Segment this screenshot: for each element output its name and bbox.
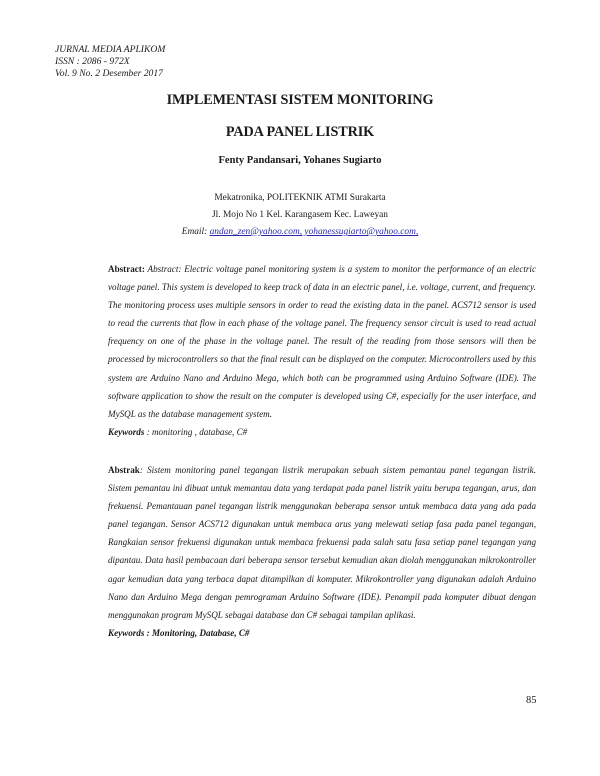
journal-name: JURNAL MEDIA APLIKOM <box>55 44 166 55</box>
paper-title-line-1: IMPLEMENTASI SISTEM MONITORING <box>166 92 434 108</box>
abstrak-text: : Sistem monitoring panel tegangan listrik merupakan sebuah sistem pemantau panel tegangan listrik. Sistem pemantau ini dibuat untuk memantau data yang terdapat pada panel listrik yaitu berupa tegangan, arus, dan frekuensi. Pemantauan panel tegangan listrik menggunakan beberapa sensor untuk membaca data yang ada pada panel tegangan. Sensor ACS712 digunakan untuk membaca arus yang melewati setiap fasa pada panel tegangan, Rangkaian sensor frekuensi digunakan untuk membaca frekuensi pada salah satu fasa setiap panel tegangan yang dipantau. Data hasil pembacaan dari beberapa sensor tersebut kemudian akan diolah menggunakan mikrokontroller agar kemudian data yang terbaca dapat ditampilkan di komputer. Mikrokontroller yang digunakan adalah Arduino Nano dan Arduino Mega dengan pemrograman Arduino Software (IDE). Penampil pada komputer dibuat dengan menggunakan program MySQL sebagai database dan C# sebagai tampilan aplikasi. <box>108 465 536 620</box>
abstract-text: Abstract: Electric voltage panel monitoring system is a system to monitor the performance of an electric voltage panel. This system is developed to keep track of data in an electric panel, i.e. voltage, current, and frequency. The monitoring process uses multiple sensors in order to read the existing data in the panel. ACS712 sensor is used to read the currents that flow in each phase of the voltage panel. The frequency sensor circuit is used to read actual frequency on one of the phase in the voltage panel. The result of the reading from those sensors will then be processed by microcontrollers so that the final result can be displayed on the computer. Microcontrollers used by this system are Arduino Nano and Arduino Mega, which both can be programmed using Arduino Software (IDE). The software application to show the result on the computer is developed using C#, especially for the user interface, and MySQL as the database management system. <box>108 264 536 419</box>
affiliation-email <box>0 227 600 237</box>
journal-header <box>55 44 165 80</box>
journal-volume: Vol. 9 No. 2 Desember 2017 <box>55 68 163 79</box>
keywords-id-label: Keywords : <box>108 627 150 638</box>
email-links[interactable]: andan_zen@yahoo.com, yohanessugiarto@yahoo.com, <box>209 227 419 237</box>
email-label: Email: <box>181 227 210 237</box>
abstract-label: Abstract: <box>108 264 145 274</box>
page-number: 85 <box>526 695 537 706</box>
affiliation-dept: Mekatronika, POLITEKNIK ATMI Surakarta <box>214 193 386 203</box>
journal-issn: ISSN : 2086 - 972X <box>55 56 130 67</box>
paper-authors: Fenty Pandansari, Yohanes Sugiarto <box>218 155 382 166</box>
keywords-label: Keywords <box>108 426 145 437</box>
affiliation-address: Jl. Mojo No 1 Kel. Karangasem Kec. Laweyan <box>212 210 388 220</box>
abstract-indonesian <box>108 461 536 642</box>
keywords-id-value: Monitoring, Database, C# <box>149 627 250 638</box>
paper-title-line-2: PADA PANEL LISTRIK <box>225 124 375 140</box>
abstrak-label: Abstrak <box>108 465 140 475</box>
abstract-english <box>108 260 536 441</box>
keywords-value: : monitoring , database, C# <box>144 426 248 437</box>
